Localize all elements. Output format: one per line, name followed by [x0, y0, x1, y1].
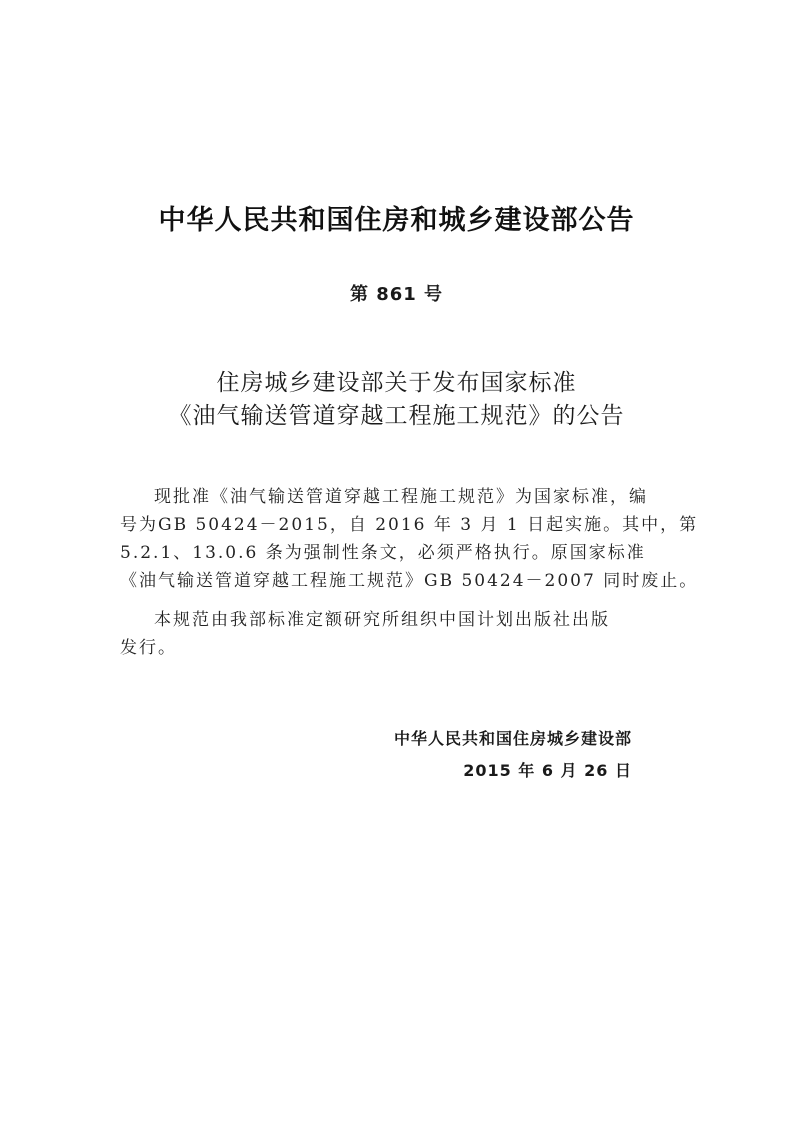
signature-organization: 中华人民共和国住房城乡建设部	[393, 729, 632, 748]
signature-date: 2015 年 6 月 26 日	[463, 761, 632, 780]
paragraph-2-line: 本规范由我部标准定额研究所组织中国计划出版社出版	[154, 610, 610, 630]
announcement-number: 第 861 号	[349, 284, 444, 305]
paragraph-1-line: 现批准《油气输送管道穿越工程施工规范》为国家标准，编	[154, 487, 648, 507]
paragraph-1-line: 5.2.1、13.0.6 条为强制性条文，必须严格执行。原国家标准	[120, 543, 646, 563]
paragraph-1-line: 号为GB 50424－2015，自 2016 年 3 月 1 日起实施。其中，第	[120, 515, 699, 535]
paragraph-2-line: 发行。	[120, 638, 177, 658]
paragraph-1-line: 《油气输送管道穿越工程施工规范》GB 50424－2007 同时废止。	[120, 571, 699, 591]
announcement-title-line-1: 住房城乡建设部关于发布国家标准	[216, 370, 577, 396]
page-title: 中华人民共和国住房和城乡建设部公告	[158, 205, 635, 236]
announcement-title-line-2: 《油气输送管道穿越工程施工规范》的公告	[168, 403, 625, 429]
body-paragraph-2	[120, 606, 680, 662]
body-paragraph-1	[120, 483, 699, 595]
